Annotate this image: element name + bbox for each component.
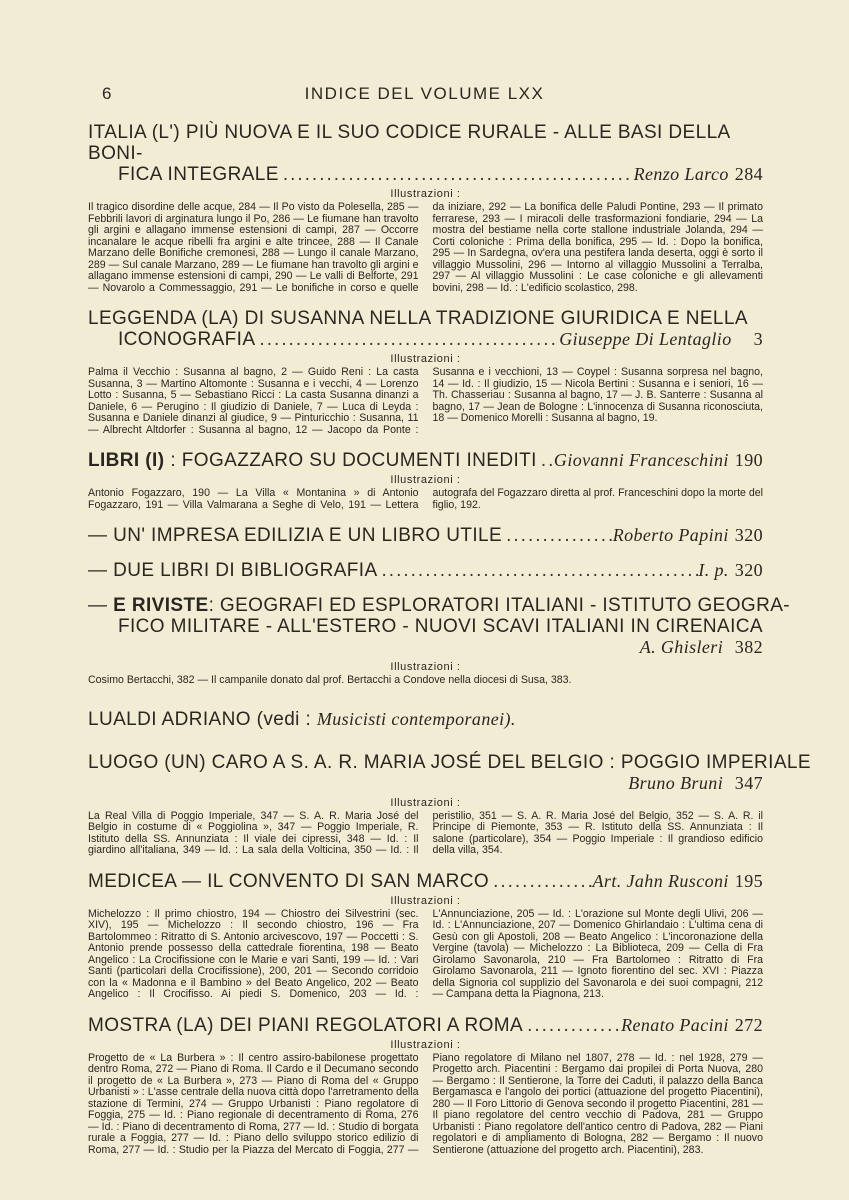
entry-title	[88, 450, 763, 471]
entry-title	[88, 1015, 763, 1036]
entry-leggenda	[88, 308, 763, 436]
entry-title-line: LEGGENDA (LA) DI SUSANNA NELLA TRADIZIONE GIURIDICA E NELLA	[88, 308, 748, 329]
entry-author: Renato Pacini	[621, 1014, 729, 1035]
entry-title-line: FICA INTEGRALE	[118, 164, 279, 185]
entry-author: Renzo Larco	[633, 164, 729, 184]
entry-title-line: MEDICEA — IL CONVENTO DI SAN MARCO	[88, 870, 490, 892]
illustrations-label: Illustrazioni :	[390, 474, 461, 486]
entry-italia	[88, 122, 763, 294]
entry-author: I. p.	[698, 560, 729, 580]
leader-dots	[378, 560, 699, 581]
entry-pages: 347	[734, 772, 763, 793]
entry-pages: 190	[734, 450, 763, 470]
entry-pages: 195	[734, 870, 763, 891]
entry-title-line: — UN' IMPRESA EDILIZIA E UN LIBRO UTILE	[88, 525, 503, 546]
entry-author: Giuseppe Di Lentaglio	[559, 329, 732, 349]
entry-title-line: : GEOGRAFI ED ESPLORATORI ITALIANI - ISTITUTO GEOGRA-	[208, 595, 790, 616]
entry-impresa-edilizia	[88, 525, 763, 546]
entry-title-line: ITALIA (L') PIÙ NUOVA E IL SUO CODICE RURALE - ALLE BASI DELLA BONI-	[88, 122, 730, 164]
illustrations-text: Michelozzo : Il primo chiostro, 194 — Chiostro dei Silvestrini (sec. XIV), 195 — Michelozzo : Il secondo chiostro, 196 — Fra Bartolommeo : Ritratto di S. Antonio arcivescovo, 197 — Poccetti : S. Antonio prende possesso della cattedrale fiorentina, 198 — Beato Angelico : La Crocifissione con le Marie e vari Santi, 199 — Id. : Vari Santi (particolari della Crocifissione), 200, 201 — Secondo corridoio con la « Madonna e il Bambino » del Beato Angelico, 202 — Beato Angelico : Il Crocifisso. Ai piedi S. Domenico, 203 — Id. : L'Annunciazione, 205 — Id. : L'orazione sul Monte degli Ulivi, 206 — Id. : L'Annunciazione, 207 — Domenico Ghirlandaio : L'ultima cena di Gesù con gli Apostoli, 208 — Beato Angelico : L'incoronazione della Vergine (tavola) — Michelozzo : La Biblioteca, 209 — Cella di Fra Girolamo Savonarola, 210 — Fra Bartolomeo : Ritratto di Fra Girolamo Savonarola, 211 — Ignoto fiorentino del sec. XVI : Piazza della Signoria col supplizio del Savonarola e dei suoi compagni, 212 — Campana detta la Piagnona, 213.	[88, 907, 763, 1000]
entry-mostra	[88, 1015, 763, 1157]
illustrations-text: Palma il Vecchio : Susanna al bagno, 2 — Guido Reni : La casta Susanna, 3 — Martino Altomonte : Susanna e i vecchi, 4 — Lorenzo Lotto : Susanna, 5 — Sebastiano Ricci : La casta Susanna dinanzi a Daniele, 6 — Perugino : Il giudizio di Daniele, 7 — Luca di Leyda : Susanna e Daniele dinanzi al giudice, 9 — Pinturicchio : Susanna, 11 — Albrecht Altdorfer : Susanna al bagno, 12 — Jacopo da Ponte : Susanna e i vecchioni, 13 — Coypel : Susanna sorpresa nel bagno, 14 — Id. : Il giudizio, 15 — Nicola Bertini : Susanna e i seniori, 16 — Th. Chasseriau : Susanna al bagno, 17 — J. B. Santerre : Susanna al bagno, 17 — Jean de Bologne : L'innocenza di Susanna riconosciuta, 18 — Domenico Morelli : Susanna al bagno, 19.	[88, 366, 763, 436]
entry-pages: 284	[734, 164, 763, 184]
entry-medicea	[88, 871, 763, 1001]
entry-author: Giovanni Franceschini	[553, 450, 729, 470]
leader-dots	[502, 525, 613, 546]
illustrations-text: Il tragico disordine delle acque, 284 — Il Po visto da Polesella, 285 — Febbrili lavori di arginatura lungo il Po, 286 — Le fiumane han travolto gli argini e allagano immense estensioni di campi, 287 — Occorre incanalare le acque ribelli fra argini e alte trincee, 288 — Il Canale Marzano delle Bonifiche cremonesi, 288 — Lungo il canale Marzano, 289 — Sul canale Marzano, 289 — Le fiumane han travolto gli argini e allagano immense estensioni di campi, 290 — Le valli di Belforte, 291 — Novarolo a Commessaggio, 291 — Le bonifiche in corso e quelle da iniziare, 292 — La bonifica delle Paludi Pontine, 293 — Il primato ferrarese, 293 — I miracoli delle trasformazioni fondiarie, 294 — La mostra del bestiame nella corte stallone industriale Jolanda, 294 — Corti coloniche : Prima della bonifica, 295 — Id. : Dopo la bonifica, 295 — In Sardegna, ov'era una pestifera landa deserta, oggi è sorto il villaggio Mussolini, 296 — Intorno al villaggio Mussolini a Terralba, 297 — Al villaggio Mussolini : Le case coloniche e gli allevamenti bovini, 298 — Id. : L'edificio scolastico, 298.	[88, 201, 763, 294]
entry-author: Bruno Bruni	[628, 772, 724, 793]
entry-title	[88, 560, 763, 581]
illustrations-label: Illustrazioni :	[390, 353, 461, 365]
entry-title	[88, 122, 763, 185]
entry-author: Art. Jahn Rusconi	[592, 870, 729, 891]
entry-title-line: ICONOGRAFIA	[118, 329, 256, 350]
entry-title-bold: E RIVISTE	[113, 595, 209, 616]
entry-title-line: FICO MILITARE - ALL'ESTERO - NUOVI SCAVI ITALIANI IN CIRENAICA	[118, 616, 763, 637]
illustrations-text: Antonio Fogazzaro, 190 — La Villa « Montanina » di Antonio Fogazzaro, 191 — Villa Valmarana a Seghe di Velo, 191 — Lettera autografa del Fogazzaro diretta al prof. Franceschini dopo la morte del figlio, 192.	[88, 487, 763, 511]
page-number: 6	[102, 84, 112, 103]
index-content	[88, 120, 811, 1156]
entry-title	[88, 871, 763, 892]
entry-title	[88, 751, 811, 794]
leader-dots	[523, 1015, 621, 1036]
entry-riviste	[88, 595, 790, 687]
illustrations-text: Cosimo Bertacchi, 382 — Il campanile donato dal prof. Bertacchi a Condove nella diocesi di Susa, 383.	[88, 674, 572, 686]
entry-title-prefix: —	[88, 595, 114, 616]
entry-libri-fogazzaro	[88, 450, 763, 511]
entry-title-line: LUALDI ADRIANO (vedi :	[88, 708, 312, 730]
illustrations-label: Illustrazioni :	[390, 796, 461, 809]
cross-reference: Musicisti contemporanei).	[316, 708, 516, 729]
entry-poggio-imperiale	[88, 751, 811, 857]
entry-title	[88, 308, 763, 350]
entry-title	[88, 595, 790, 658]
running-title: INDICE DEL VOLUME LXX	[304, 84, 545, 103]
entry-pages: 320	[734, 525, 763, 545]
illustrations-text: La Real Villa di Poggio Imperiale, 347 — S. A. R. Maria José del Belgio in costume di « Poggiolina », 347 — Poggio Imperiale, R. Istituto della SS. Annunziata : Il viale dei cipressi, 348 — Id. : Il giardino all'italiana, 349 — Id. : La sala della Volticina, 350 — Id. : Il peristilio, 351 — S. A. R. Maria José del Belgio, 352 — S. A. R. il Principe di Piemonte, 353 — R. Istituto della SS. Annunziata : Il salone (particolare), 354 — Poggio Imperiale : Il grandioso edificio della villa, 354.	[88, 809, 763, 856]
entry-pages: 272	[734, 1014, 763, 1035]
entry-pages: 3	[753, 329, 763, 349]
leader-dots	[255, 329, 559, 350]
entry-lualdi	[88, 709, 763, 730]
entry-title	[88, 525, 763, 546]
entry-author: A. Ghisleri	[639, 637, 724, 657]
entry-title	[88, 709, 763, 730]
page-header	[0, 84, 849, 108]
entry-title-bold: LIBRI (I)	[88, 450, 165, 471]
entry-pages: 320	[734, 560, 763, 580]
illustrations-text: Progetto de « La Burbera » : Il centro assiro-babilonese progettato dentro Roma, 272 — Piano di Roma. Il Cardo e il Decumano secondo il progetto de « La Burbera », 273 — Piano di Roma del « Gruppo Urbanisti » : L'asse centrale della nuova città dopo l'arretramento della stazione di Termini, 274 — Gruppo Urbanisti : Piano regolatore di Foggia, 275 — Id. : Piano regionale di decentramento di Roma, 276 — Id. : Piano di decentramento di Roma, 277 — Id. : Studio di borgata rurale a Foggia, 277 — Id. : Piano dello sviluppo storico edilizio di Roma, 277 — Id. : Studio per la Piazza del Mercato di Foggia, 277 — Piano regolatore di Milano nel 1807, 278 — Id. : nel 1928, 279 — Progetto arch. Piacentini : Bergamo dai propilei di Porta Nuova, 280 — Bergamo : Il Sentierone, la Torre dei Caduti, il palazzo della Banca Bergamasca e l'angolo dei portici (attuazione del progetto Piacentini), 280 — Il Foro Littorio di Genova secondo il progetto Piacentini, 281 — Il piano regolatore del centro vecchio di Padova, 281 — Gruppo Urbanisti : Piano regolatore dell'antico centro di Padova, 282 — Piani regolatori e di ampliamento di Bologna, 282 — Bergamo : Il nuovo Sentierone (attuazione del progetto arch. Piacentini), 283.	[88, 1051, 763, 1156]
illustrations-label: Illustrazioni :	[390, 661, 461, 673]
illustrations-label: Illustrazioni :	[390, 894, 461, 907]
entry-title-line: — DUE LIBRI DI BIBLIOGRAFIA	[88, 560, 378, 581]
entry-pages: 382	[734, 637, 763, 657]
illustrations-label: Illustrazioni :	[390, 188, 461, 200]
entry-due-libri	[88, 560, 763, 581]
entry-author: Roberto Papini	[612, 525, 729, 545]
leader-dots	[489, 871, 592, 892]
leader-dots	[537, 450, 554, 471]
leader-dots	[279, 164, 634, 185]
entry-title-line: LUOGO (UN) CARO A S. A. R. MARIA JOSÉ DEL BELGIO : POGGIO IMPERIALE	[88, 751, 811, 773]
illustrations-label: Illustrazioni :	[390, 1038, 461, 1051]
entry-title-line: : FOGAZZARO SU DOCUMENTI INEDITI	[170, 450, 537, 471]
entry-title-line: MOSTRA (LA) DEI PIANI REGOLATORI A ROMA	[88, 1014, 524, 1036]
